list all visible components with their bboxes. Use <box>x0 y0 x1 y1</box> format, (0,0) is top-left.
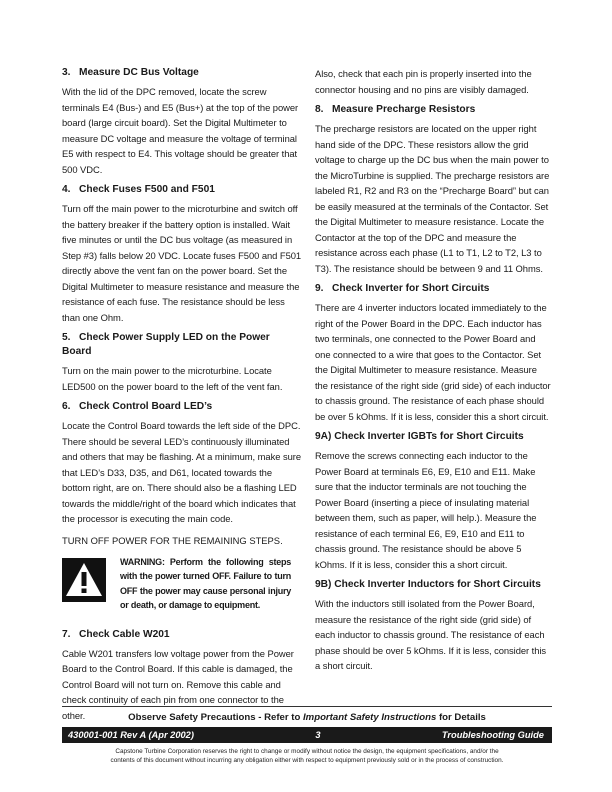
safety-notice: Observe Safety Precautions - Refer to Important Safety Instructions for Details <box>128 712 486 723</box>
warning-box <box>62 556 302 614</box>
document-id: 430001-001 Rev A (Apr 2002) <box>68 729 194 740</box>
section-heading: 6. Check Control Board LED’s <box>62 401 213 412</box>
section-heading: 8. Measure Precharge Resistors <box>315 104 476 115</box>
section-5 <box>62 331 302 394</box>
section-heading: 5. Check Power Supply LED on the Power Board <box>62 332 270 357</box>
section-7-continued: Also, check that each pin is properly inserted into the connector housing and no pins are visibly damaged. <box>315 68 532 95</box>
section-9 <box>315 282 551 424</box>
guide-title: Troubleshooting Guide <box>441 729 544 740</box>
section-body: With the inductors still isolated from the Power Board, measure the resistance of the right side (grid side) of each inductor to chassis ground. The resistance of each phase should be over 5 kOhms. If it is less, consider this a short circuit. <box>315 598 547 671</box>
section-body: Turn on the main power to the microturbine. Locate LED500 on the power board to the left of the vent fan. <box>62 365 283 392</box>
section-body: The precharge resistors are located on the upper right hand side of the DPC. These resistors allow the grid voltage to charge up the DC bus when the main power to the MicroTurbine is supplied. The precharge resistors are labeled R1, R2 and R3 on the “Precharge Board” but can be easily measured at the terminals of the Contactor. Set the Digital Multimeter to measure resistance. Locate the Contactor at the top of the DPC and measure the resistance across each phase (L1 to T1, L2 to T2, L3 to T3). The resistance should be between 9 and 11 Ohms. <box>315 123 550 274</box>
section-body: Turn off the main power to the microturbine and switch off the battery breaker if the battery option is installed. Wait five minutes or until the DC bus voltage (as measured in Step #3) falls below 20 VDC. Locate fuses F500 and F501 directly above the vent fan on the power board. Set the Digital Multimeter to measure resistance and measure the resistance of each fuse. The resistance should be less than one Ohm. <box>62 203 302 323</box>
section-4 <box>62 183 302 325</box>
section-body: Remove the screws connecting each inductor to the Power Board at terminals E6, E9, E10 and E11. Make sure that the inductor terminals are not touching the Power Board (inserting a piece of insulating material between them, such as paper, will help.). Measure the resistance of each terminal E6, E9, E10 and E11 to chassis ground. The resistance should be above 5 kOhms. If it is less, consider this a short circuit. <box>315 450 537 570</box>
section-heading: 7. Check Cable W201 <box>62 628 170 640</box>
section-heading: 9B) Check Inverter Inductors for Short Circuits <box>315 579 541 590</box>
section-6 <box>62 400 302 527</box>
footer-bar <box>62 727 552 743</box>
section-8 <box>315 103 551 276</box>
section-body: Locate the Control Board towards the left side of the DPC. There should be several LED’s continuously illuminated and others that may be flashing. At a minimum, make sure that LED’s D33, D35, and D61, located towards the bottom right, are on. There should also be a flashing LED towards the middle/right of the board which indicates that the processor is executing the main code. <box>62 420 301 524</box>
section-heading: 9. Check Inverter for Short Circuits <box>315 283 490 294</box>
section-heading: 3. Measure DC Bus Voltage <box>62 67 199 78</box>
section-body: There are 4 inverter inductors located immediately to the right of the Power Board in the DPC. Each inductor has two terminals, one connected to the Power Board and one connected to a wire that goes to the Contactor. Set the Digital Multimeter to measure resistance. Measure the resistance of the right side (grid side) of each inductor to chassis ground. The resistance of each phase should be over 5 kOhms. If it is less, consider this a short circuit. <box>315 302 551 422</box>
section-3 <box>62 66 302 177</box>
section-9a <box>315 430 551 572</box>
right-column <box>315 66 551 680</box>
page-footer <box>62 706 552 765</box>
section-heading: 9A) Check Inverter IGBTs for Short Circuits <box>315 431 524 442</box>
power-off-notice: TURN OFF POWER FOR THE REMAINING STEPS. <box>62 534 283 546</box>
warning-text: WARNING: Perform the following steps with the power turned OFF. Failure to turn OFF the power may cause personal injury or death, or damage to equipment. <box>120 556 292 611</box>
page-number: 3 <box>315 729 321 740</box>
section-body: Cable W201 transfers low voltage power from the Power Board to the Control Board. If this cable is damaged, the Control Board will not turn on. Remove this cable and check continuity of each pin from one connector to the other. <box>62 647 294 721</box>
section-heading: 4. Check Fuses F500 and F501 <box>62 184 215 195</box>
section-9b <box>315 578 551 674</box>
section-body: With the lid of the DPC removed, locate the screw terminals E4 (Bus-) and E5 (Bus+) at the top of the power board (large circuit board). Set the Digital Multimeter to measure DC voltage and measure the voltage of terminal E5 with respect to E4. This voltage should be greater that 500 VDC. <box>62 86 299 175</box>
warning-triangle-icon <box>62 558 106 602</box>
disclaimer: Capstone Turbine Corporation reserves the right to change or modify without notice the design, the equipment specifications, and/or the contents of this document without incurring any obligation either with respect to equipment previously sold or in the process of construction. <box>110 748 504 764</box>
left-column <box>62 66 302 729</box>
